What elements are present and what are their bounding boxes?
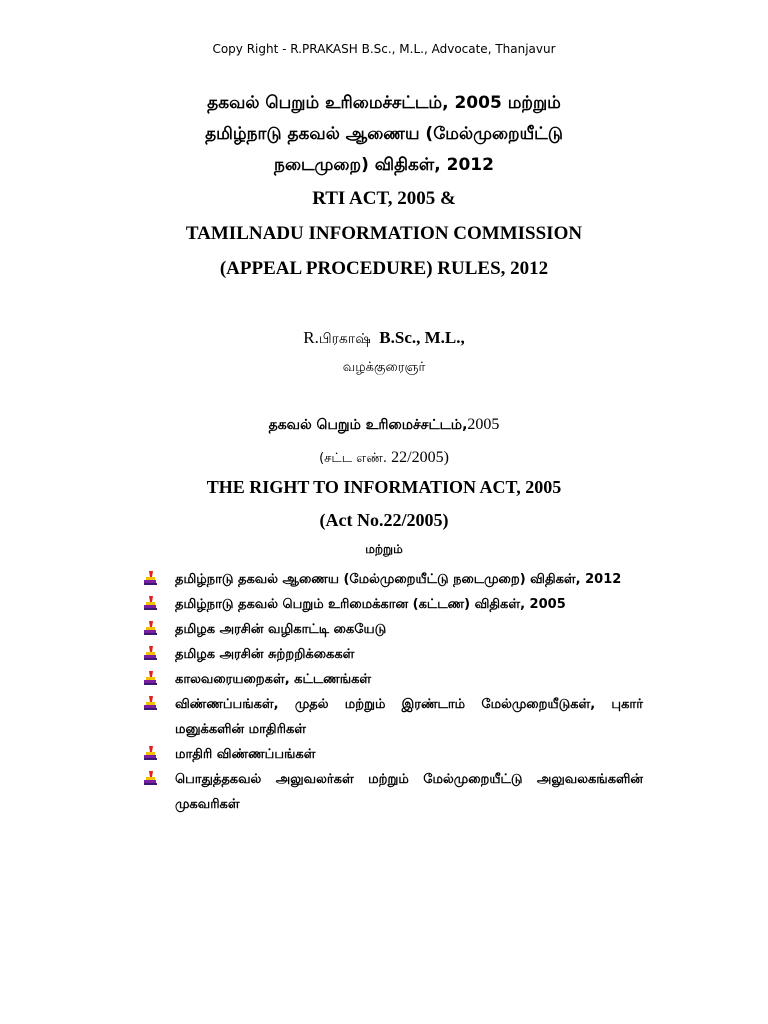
list-item-text: தமிழக அரசின் சுற்றறிக்கைகள்: [175, 647, 355, 662]
contents-list: [143, 567, 643, 817]
list-item: [143, 742, 643, 767]
pen-bullet-icon: [143, 671, 161, 687]
list-item: [143, 567, 643, 592]
list-item: [143, 642, 643, 667]
list-item: [143, 767, 643, 817]
act-tamil-name: [0, 416, 768, 435]
list-item-text: மாதிரி விண்ணப்பங்கள்: [175, 747, 316, 762]
author-role: வழக்குரைஞர்: [342, 360, 426, 375]
pen-bullet-icon: [143, 696, 161, 712]
pen-bullet-icon: [143, 571, 161, 587]
act-english-number: (Act No.22/2005): [319, 510, 449, 530]
tamil-title-line-2: தமிழ்நாடு தகவல் ஆணைய (மேல்முறையீட்டு: [205, 124, 563, 144]
english-title-line-2: TAMILNADU INFORMATION COMMISSION: [185, 223, 583, 244]
list-item-text: தமிழ்நாடு தகவல் ஆணைய (மேல்முறையீட்டு நடைமுறை) விதிகள், 2012: [175, 572, 622, 587]
list-item: [143, 667, 643, 692]
author-degrees: B.Sc., M.L.,: [379, 328, 465, 347]
list-item-text: விண்ணப்பங்கள், முதல் மற்றும் இரண்டாம் மேல்முறையீடுகள், புகார் மனுக்களின் மாதிரிகள்: [175, 697, 643, 737]
list-item-text: தமிழக அரசின் வழிகாட்டி கையேடு: [175, 622, 387, 637]
english-title-line-1: RTI ACT, 2005 &: [312, 188, 456, 209]
act-tamil-year: 2005: [467, 416, 500, 433]
and-tamil: மற்றும்: [365, 542, 403, 556]
list-item: [143, 692, 643, 742]
pen-bullet-icon: [143, 621, 161, 637]
author-line: [0, 328, 768, 349]
english-title-line-3: (APPEAL PROCEDURE) RULES, 2012: [219, 258, 549, 279]
tamil-title-line-1: தகவல் பெறும் உரிமைச்சட்டம், 2005 மற்றும்: [207, 93, 561, 113]
act-number-value: 22/2005): [391, 449, 449, 466]
list-item-text: தமிழ்நாடு தகவல் பெறும் உரிமைக்கான (கட்டண) விதிகள், 2005: [175, 597, 566, 612]
tamil-title-line-3: நடைமுறை) விதிகள், 2012: [274, 155, 494, 175]
act-tamil-name-text: தகவல் பெறும் உரிமைச்சட்டம்,: [268, 417, 468, 433]
list-item-text: பொதுத்தகவல் அலுவலர்கள் மற்றும் மேல்முறையீட்டு அலுவலகங்களின் முகவரிகள்: [175, 772, 643, 812]
author-name: பிரகாஷ்: [318, 331, 371, 347]
list-item: [143, 617, 643, 642]
pen-bullet-icon: [143, 646, 161, 662]
pen-bullet-icon: [143, 746, 161, 762]
act-number-tamil: [0, 449, 768, 467]
act-english-name: THE RIGHT TO INFORMATION ACT, 2005: [206, 477, 562, 497]
author-initial: R.: [303, 328, 319, 347]
act-number-prefix: (சட்ட எண்.: [319, 451, 387, 466]
list-item-text: காலவரையறைகள், கட்டணங்கள்: [175, 672, 372, 687]
pen-bullet-icon: [143, 596, 161, 612]
title-block: [100, 88, 668, 286]
list-item: [143, 592, 643, 617]
copyright-line: Copy Right - R.PRAKASH B.Sc., M.L., Advocate, Thanjavur: [212, 42, 556, 56]
pen-bullet-icon: [143, 771, 161, 787]
